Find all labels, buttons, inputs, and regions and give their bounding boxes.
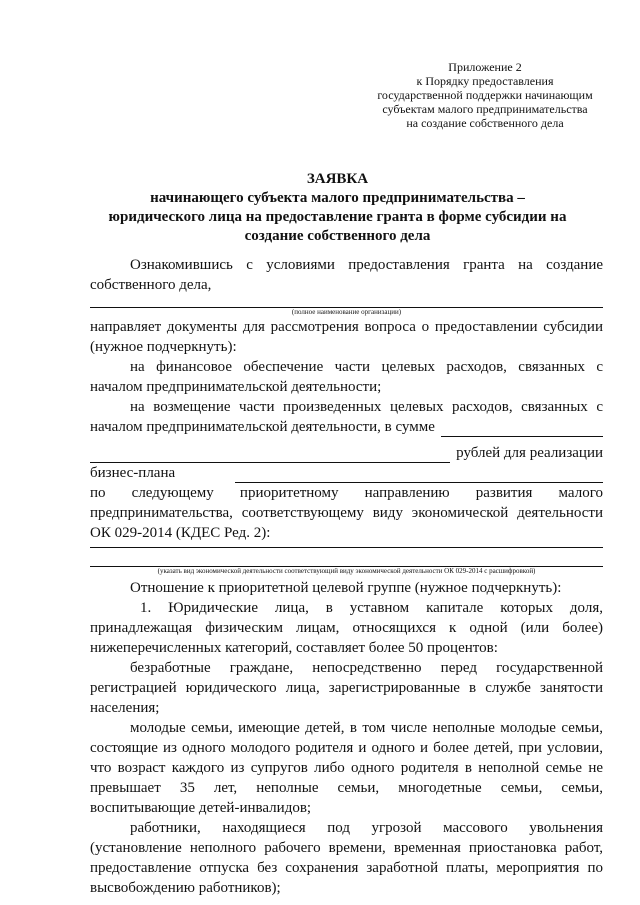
appendix-line: государственной поддержки начинающим <box>377 88 593 102</box>
target-group-heading: Отношение к приоритетной целевой группе (нужное подчеркнуть): <box>130 580 562 596</box>
title-line: юридического лица на предоставление гранта в форме субсидии на <box>108 209 567 225</box>
target-group-item-1[interactable]: 1. Юридические лица, в уставном капитале которых доля, принадлежащая физическим лицам, относящихся к одной (или более) нижеперечисленных категорий, составляет более 50 процентов: <box>90 600 603 656</box>
organization-caption: (полное наименование организации) <box>291 308 402 316</box>
amount-field[interactable] <box>441 422 603 437</box>
option-financing[interactable]: на финансовое обеспечение части целевых расходов, связанных с началом предпринимательской деятельности; <box>90 359 603 395</box>
title-line: начинающего субъекта малого предпринимательства – <box>150 190 525 206</box>
option-reimbursement-end: началом предпринимательской деятельности, в сумме <box>90 419 435 435</box>
priority-text-cont: предпринимательства, соответствующему виду экономической деятельности <box>90 505 603 521</box>
document-body <box>90 255 603 898</box>
appendix-line: субъектам малого предпринимательства <box>382 102 588 116</box>
activity-caption: (указать вид экономической деятельности соответствующий виду экономической деятельности ОК 029-2014 с расшифровкой) <box>157 567 536 575</box>
intro-text-cont: собственного дела, <box>90 277 212 293</box>
activity-field-line1[interactable] <box>90 547 603 548</box>
request-text-note: (нужное подчеркнуть): <box>90 339 237 355</box>
appendix-line: Приложение 2 <box>448 60 522 74</box>
category-unemployed[interactable]: безработные граждане, непосредственно перед государственной регистрацией юридического лица, зарегистрированные в службе занятости населения; <box>90 660 603 716</box>
intro-text: Ознакомившись с условиями предоставления гранта на создание <box>130 257 603 273</box>
priority-text-code: ОК 029-2014 (КДЕС Ред. 2): <box>90 525 271 541</box>
appendix-block <box>360 60 610 130</box>
title-line: создание собственного дела <box>244 228 431 244</box>
document-title <box>60 170 615 246</box>
appendix-line: к Порядку предоставления <box>416 74 554 88</box>
appendix-line: на создание собственного дела <box>406 116 564 130</box>
category-young-families[interactable]: молодые семьи, имеющие детей, в том числе неполные молодые семьи, состоящие из одного молодого родителя и одного и более детей, при условии, что возраст каждого из супругов либо одного родителя в неполной семье не превышает 35 лет, неполные семьи, многодетные семьи, семьи, воспитывающие детей-инвалидов; <box>90 720 603 816</box>
title-heading: ЗАЯВКА <box>306 171 369 187</box>
bizplan-text: бизнес-плана <box>90 465 176 481</box>
option-reimbursement[interactable]: на возмещение части произведенных целевых расходов, связанных с <box>130 399 603 415</box>
rubles-text: рублей для реализации <box>456 445 603 461</box>
bizplan-row <box>90 463 603 483</box>
amount-words-field[interactable] <box>90 448 450 463</box>
amount-row <box>90 417 603 437</box>
category-layoff-threat[interactable]: работники, находящиеся под угрозой массового увольнения (установление неполного рабочего времени, временная приостановка работ, предоставление отпуска без сохранения заработной платы, мероприятия по высвобождению работников); <box>90 820 603 896</box>
request-text: направляет документы для рассмотрения вопроса о предоставлении субсидии <box>90 319 603 335</box>
priority-text: по следующему приоритетному направлению развития малого <box>90 485 603 501</box>
rubles-row <box>90 443 603 463</box>
bizplan-field[interactable] <box>235 468 603 483</box>
